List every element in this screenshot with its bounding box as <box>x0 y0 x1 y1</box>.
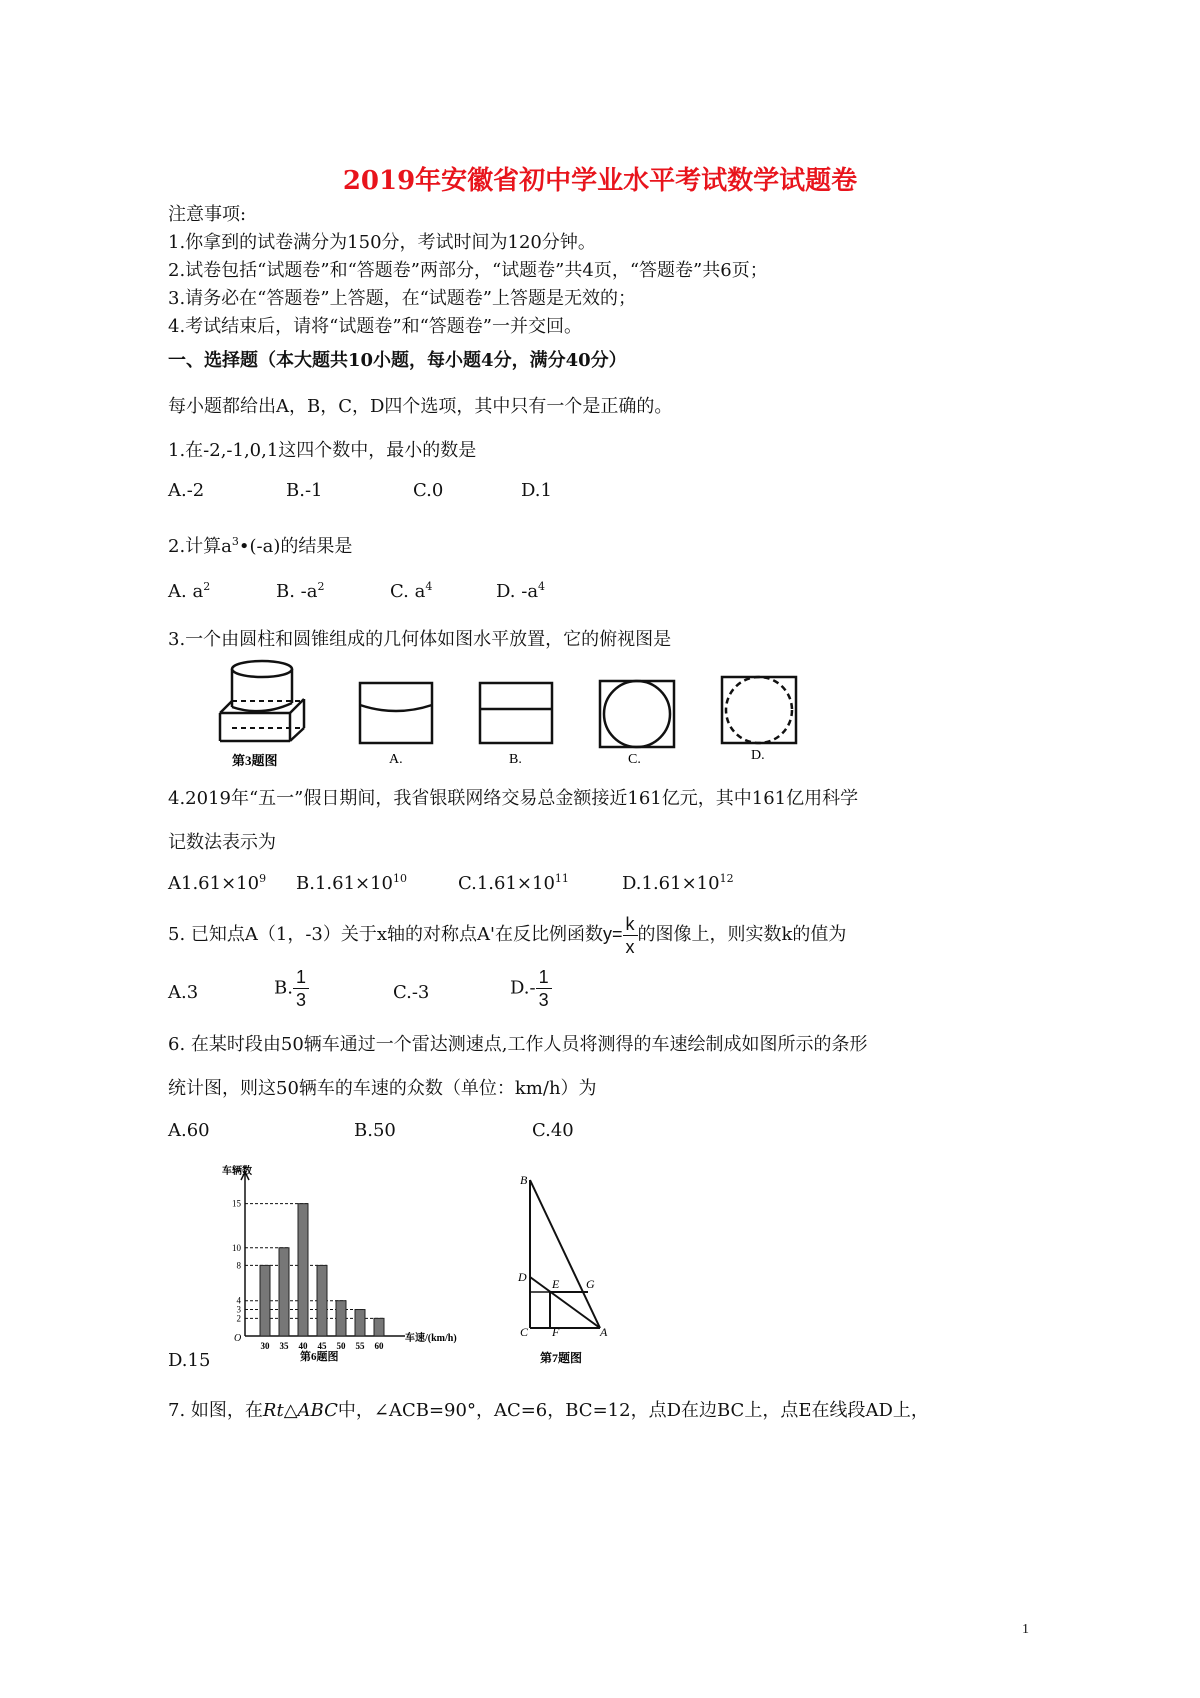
q3-option-d-label: D. <box>751 748 765 763</box>
q7-label-b: B <box>520 1173 528 1187</box>
q4-option-b: $B.1.61\times 10^{10}$ <box>296 872 408 894</box>
q7-label-e: E <box>552 1277 560 1291</box>
q6-bar-chart <box>200 1160 470 1370</box>
chart-y-tick-label: 8 <box>236 1260 241 1271</box>
q7-label-g: G <box>586 1277 595 1291</box>
q5-option-c: C.-3 <box>393 982 430 1003</box>
q2-option-a: A. $a^2$ <box>168 580 211 602</box>
q3-option-a-label: A. <box>389 752 403 767</box>
q4-option-c: $C.1.61\times 10^{11}$ <box>458 872 569 894</box>
q3-option-c-label: C. <box>628 752 641 767</box>
q3-option-b-figure <box>480 683 552 743</box>
q2-option-b: B. $-a^2$ <box>276 580 325 602</box>
notice-item-1: 1.你拿到的试卷满分为150分，考试时间为120分钟。 <box>168 232 596 253</box>
q5-option-d: D.- $\frac{1}{3}$ <box>510 966 552 1011</box>
q7-label-d: D <box>518 1270 527 1284</box>
chart-y-tick-label: 2 <box>236 1313 241 1324</box>
q1-stem: 1.在-2,-1,0,1这四个数中，最小的数是 <box>168 440 477 461</box>
chart-bar-45 <box>317 1265 327 1336</box>
q1-option-d: D.1 <box>521 480 552 501</box>
chart-caption: 第6题图 <box>300 1351 339 1363</box>
q7-figure <box>510 1170 630 1370</box>
chart-y-tick-label: 3 <box>236 1304 241 1315</box>
q6-option-d: D.15 <box>168 1350 211 1371</box>
q1-option-a: A.-2 <box>168 480 205 501</box>
q6-option-b: B.50 <box>354 1120 396 1141</box>
page-title: 2019年安徽省初中学业水平考试数学试题卷 <box>342 166 858 196</box>
q4-option-a: $A1.61\times 10^9$ <box>168 872 267 894</box>
q3-option-d-figure <box>722 677 796 743</box>
q3-option-c-figure <box>600 681 674 747</box>
q3-stem: 3.一个由圆柱和圆锥组成的几何体如图水平放置，它的俯视图是 <box>168 629 672 650</box>
chart-y-tick-label: 15 <box>232 1198 241 1209</box>
chart-bar-60 <box>374 1318 384 1336</box>
chart-origin-label: O <box>234 1333 242 1344</box>
chart-bar-35 <box>279 1248 289 1336</box>
q2-option-c: C. $a^4$ <box>390 580 433 602</box>
notice-heading: 注意事项: <box>168 204 247 225</box>
q4-stem-line1: 4.2019年“五一”假日期间，我省银联网络交易总金额接近161亿元，其中161亿用科学 <box>168 788 859 809</box>
chart-bar-55 <box>355 1310 365 1336</box>
chart-x-label: 车速/(km/h) <box>405 1333 457 1344</box>
chart-bar-40 <box>298 1204 308 1336</box>
q5-option-a: A.3 <box>168 982 199 1003</box>
page-number: 1 <box>1022 1622 1029 1637</box>
q7-figure-caption: 第7题图 <box>540 1351 583 1365</box>
q6-option-c: C.40 <box>532 1120 574 1141</box>
q5-option-b: B. $\frac{1}{3}$ <box>274 966 309 1011</box>
chart-bar-30 <box>260 1265 270 1336</box>
chart-y-tick-label: 4 <box>236 1295 241 1306</box>
chart-x-tick-label: 40 <box>298 1341 308 1351</box>
q5-fraction: $\frac{k}{x}$ <box>623 913 638 958</box>
q3-solid-figure <box>220 661 304 741</box>
q4-stem-line2: 记数法表示为 <box>168 832 276 853</box>
chart-y-label: 车辆数 <box>222 1166 252 1177</box>
chart-x-tick-label: 50 <box>336 1341 346 1351</box>
notice-item-4: 4.考试结束后，请将“试题卷”和“答题卷”一并交回。 <box>168 316 582 337</box>
q6-stem-line2: 统计图，则这50辆车的车速的众数（单位：km/h）为 <box>168 1078 597 1099</box>
chart-x-tick-label: 30 <box>260 1341 270 1351</box>
q6-option-a: A.60 <box>168 1120 210 1141</box>
chart-bar-50 <box>336 1301 346 1336</box>
q1-option-b: B.-1 <box>286 480 323 501</box>
q4-option-d: $D.1.61\times 10^{12}$ <box>622 872 734 894</box>
q6-stem-line1: 6. 在某时段由50辆车通过一个雷达测速点,工作人员将测得的车速绘制成如图所示的条形 <box>168 1034 868 1055</box>
q3-figure-caption: 第3题图 <box>232 753 278 768</box>
q2-stem: 2.计算$a^3•(-a)$的结果是 <box>168 535 353 557</box>
chart-y-tick-label: 10 <box>232 1242 241 1253</box>
q7-label-a: A <box>600 1325 608 1339</box>
section1-heading: 一、选择题（本大题共10小题，每小题4分，满分40分） <box>168 350 627 371</box>
q3-figures <box>210 655 830 770</box>
q2-option-d: D. $-a^4$ <box>496 580 546 602</box>
q3-option-a-figure <box>360 683 432 743</box>
q7-label-c: C <box>520 1325 529 1339</box>
section1-intro: 每小题都给出A，B，C，D四个选项，其中只有一个是正确的。 <box>168 396 673 417</box>
q1-option-c: C.0 <box>413 480 444 501</box>
chart-x-tick-label: 55 <box>355 1341 365 1351</box>
chart-x-tick-label: 45 <box>317 1341 327 1351</box>
q3-option-b-label: B. <box>509 752 522 767</box>
notice-item-3: 3.请务必在“答题卷”上答题，在“试题卷”上答题是无效的； <box>168 288 636 309</box>
q5-stem: 5. 已知点A（1，-3）关于x轴的对称点A'在反比例函数y= $\frac{k}{x}$ 的图像上，则实数k的值为 <box>168 913 847 957</box>
q7-stem: 7. 如图，在Rt△ABC中，∠ACB=90°，AC=6，BC=12，点D在边BC上，点E在线段AD上， <box>168 1400 929 1421</box>
chart-x-tick-label: 35 <box>279 1341 289 1351</box>
q7-label-f: F <box>552 1325 560 1339</box>
chart-x-tick-label: 60 <box>374 1341 384 1351</box>
notice-item-2: 2.试卷包括“试题卷”和“答题卷”两部分，“试题卷”共4页，“答题卷”共6页； <box>168 260 768 281</box>
